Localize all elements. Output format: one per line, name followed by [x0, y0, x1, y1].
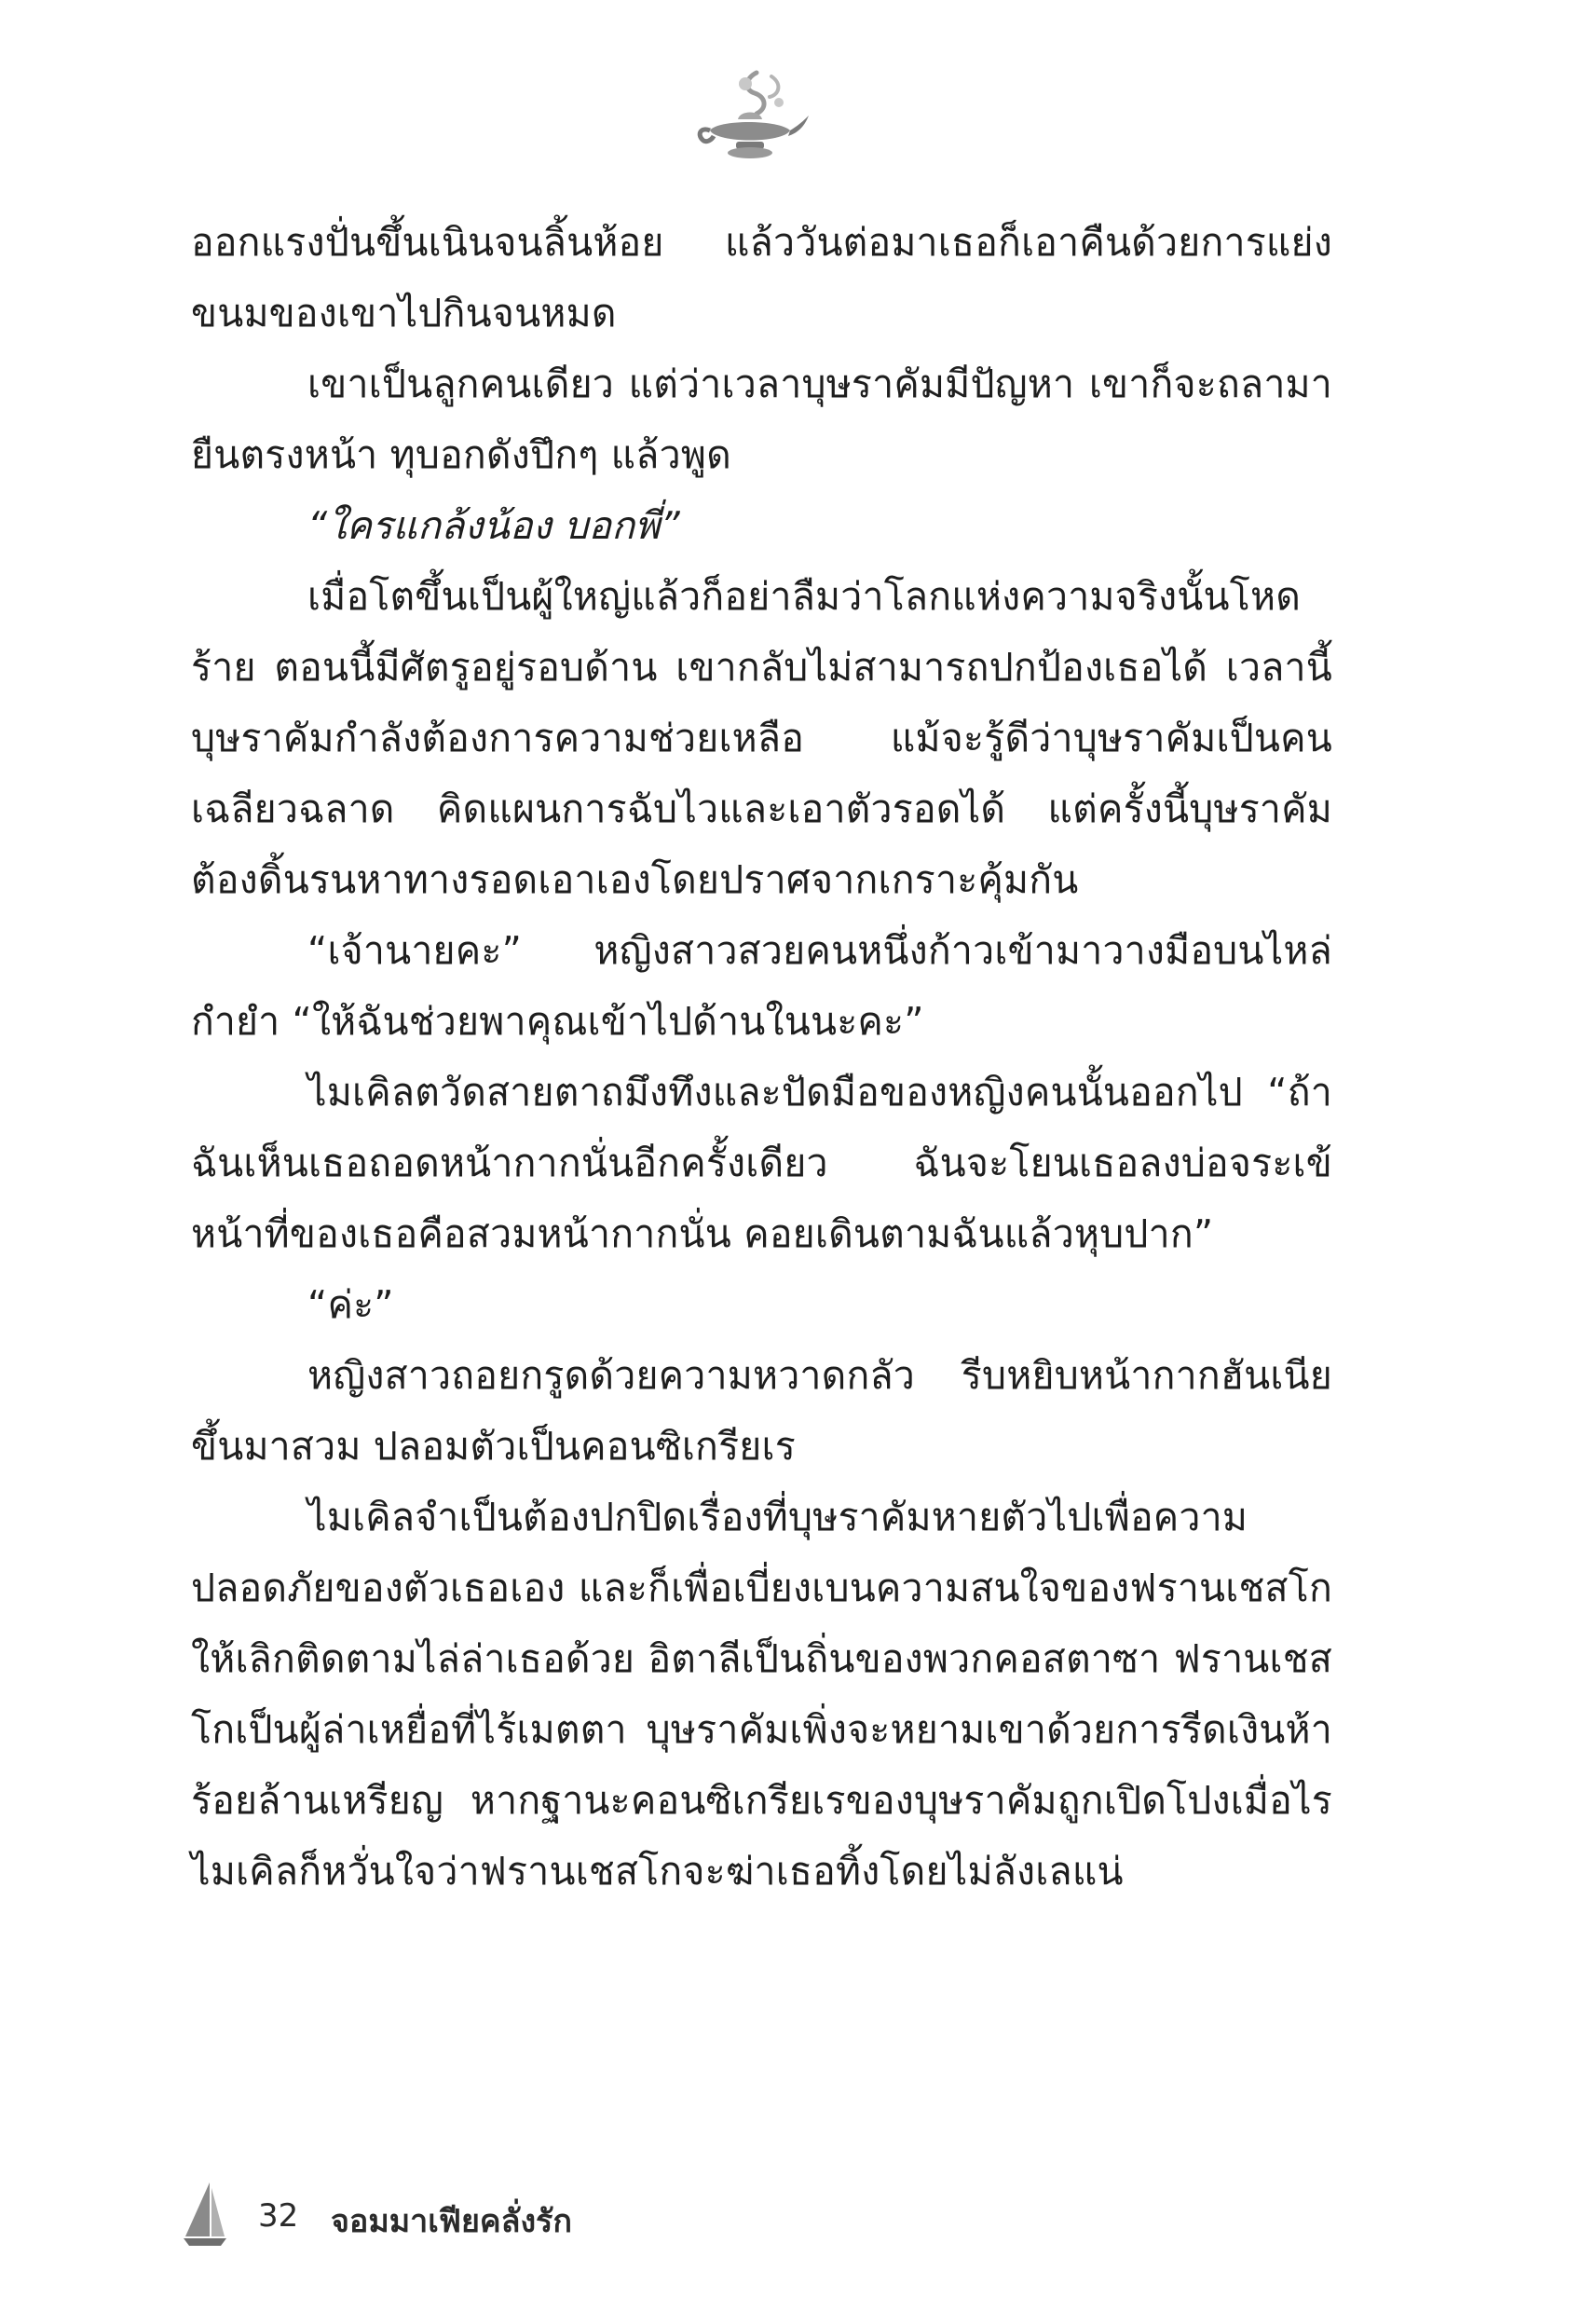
- paragraph: หญิงสาวถอยกรูดด้วยความหวาดกลัว รีบหยิบหน้ากากฮันเนียขึ้นมาสวม ปลอมตัวเป็นคอนซิเกรียเร: [191, 1353, 1332, 1469]
- page-number: 32: [258, 2197, 299, 2235]
- body-text: [191, 207, 1332, 1907]
- book-title: จอมมาเฟียคลั่งรัก: [331, 2203, 572, 2240]
- paragraph: ไมเคิลตวัดสายตาถมึงทึงและปัดมือของหญิงคนนั้นออกไป “ถ้าฉันเห็นเธอถอดหน้ากากนั่นอีกครั้งเดียว ฉันจะโยนเธอลงบ่อจระเข้ หน้าที่ของเธอคือสวมหน้ากากนั่น คอยเดินตามฉันแล้วหุบปาก”: [191, 1070, 1332, 1256]
- paragraph: “เจ้านายคะ” หญิงสาวสวยคนหนึ่งก้าวเข้ามาวางมือบนไหล่กำยำ “ให้ฉันช่วยพาคุณเข้าไปด้านในนะคะ”: [191, 928, 1332, 1044]
- sailboat-icon: [182, 2181, 228, 2249]
- dialogue-paragraph: “ค่ะ”: [307, 1282, 394, 1327]
- paragraph: เขาเป็นลูกคนเดียว แต่ว่าเวลาบุษราคัมมีปัญหา เขาก็จะถลามายืนตรงหน้า ทุบอกดังปึกๆ แล้วพูด: [191, 362, 1332, 477]
- genie-lamp-icon: [689, 65, 811, 168]
- paragraph: ไมเคิลจำเป็นต้องปกปิดเรื่องที่บุษราคัมหายตัวไปเพื่อความปลอดภัยของตัวเธอเอง และก็เพื่อเบี่ยงเบนความสนใจของฟรานเชสโกให้เลิกติดตามไล่ล่าเธอด้วย อิตาลีเป็นถิ่นของพวกคอสตาซา ฟรานเชสโกเป็นผู้ล่าเหยื่อที่ไร้เมตตา บุษราคัมเพิ่งจะหยามเขาด้วยการรีดเงินห้าร้อยล้านเหรียญ หากฐานะคอนซิเกรียเรของบุษราคัมถูกเปิดโปงเมื่อไร ไมเคิลก็หวั่นใจว่าฟรานเชสโกจะฆ่าเธอทิ้งโดยไม่ลังเลแน่: [191, 1495, 1332, 1894]
- dialogue-paragraph: “ใครแกล้งน้อง บอกพี่”: [307, 503, 680, 548]
- paragraph: ออกแรงปั่นขึ้นเนินจนลิ้นห้อย แล้ววันต่อมาเธอก็เอาคืนด้วยการแย่งขนมของเขาไปกินจนหมด: [191, 220, 1332, 335]
- paragraph: เมื่อโตขึ้นเป็นผู้ใหญ่แล้วก็อย่าลืมว่าโลกแห่งความจริงนั้นโหดร้าย ตอนนี้มีศัตรูอยู่รอบด้าน เขากลับไม่สามารถปกป้องเธอได้ เวลานี้บุษราคัมกำลังต้องการความช่วยเหลือ แม้จะรู้ดีว่าบุษราคัมเป็นคนเฉลียวฉลาด คิดแผนการฉับไวและเอาตัวรอดได้ แต่ครั้งนี้บุษราคัมต้องดิ้นรนหาทางรอดเอาเองโดยปราศจากเกราะคุ้มกัน: [191, 574, 1332, 902]
- page-footer: [182, 2181, 927, 2255]
